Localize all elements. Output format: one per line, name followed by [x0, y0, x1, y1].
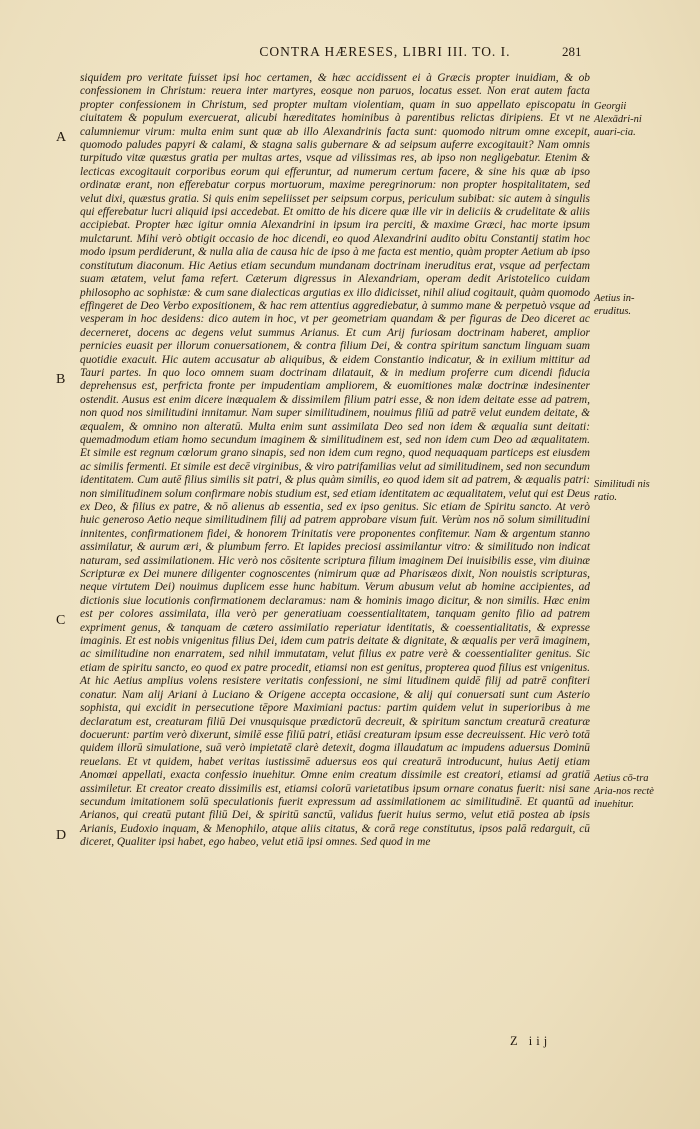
- body-paragraph: siquidem pro veritate fuisset ipsi hoc certamen, & hæc accidissent ei à Græcis propter inuidiam, & ob confessionem in Christum: reuera inter martyres, eosque non paruos, locatus esset. Non erat autem facta propter confessionem in Christum, sed propter multam violentiam, quam in suo appellato episcopatu in ciuitatem & populum exercuerat, alicubi hæreditates hominibus à parentibus relictas diripiens. Et vt ne calumniemur virum: multa enim sunt quæ ab illo Alexandrinis facta sunt: quomodo nitrum omne excepit, quomodo paludes papyri & calami, & stagna salis gubernare & ad seipsum auferre excogitauit? Nam omnis turpitudo vitæ quæstus gratia per multas artes, vsque ad vilissimas res, ab ipso non negligebatur. Etenim & lecticas excogitauit corporibus eorum qui efferuntur, ad numerum certum facere, & sine his quæ ab ipso ordinatæ erant, non efferebatur corpus mortuorum, maxime peregrinorum: non propter hospitalitatem, sed velut dixi, quæstus gratia. Si quis enim sepeliisset per seipsum corpus, periculum subibat: sic autem à singulis qui efferebatur lucri aliquid ipsi accedebat. Et omitto de his dicere quæ ille vir in deliciis & crudelitate & aliis accipiebat. Propter hæc igitur omnia Alexandrini in ipsum ira perciti, & maxime Græci, hac morte ipsum mulctarunt. Mihi verò obtigit occasio de hoc dicendi, eo quod Alexandrini audito obitu Constantij statim hoc modo ipsum perdiderunt, & nulla alia de causa hic de ipso à me facta est mentio, quàm propter Aetium ab ipso constitutum diaconum. Hic Aetius etiam secundum mundanam doctrinam ineruditus erat, vsque ad perfectam suam ætatem, velut fama refert. Cæterum digressus in Alexandriam, operam dedit Aristotelico cuidam philosopho ac sophistæ: & cum sane dialecticas argutias ex illo didicisset, nihil aliud cogitauit, quàm quomodo effingeret de Deo Verbo expositionem, & hac rem attentius aggrediebatur, à summo mane & perpetuò vsque ad vesperam in hoc desidens: dico autem in hoc, vt per geometriam quandam & per figuras de Deo diceret ac decerneret, docens ac degens velut summus Arianus. Et cum Arij furiosam doctrinam haberet, amplior pernicies euasit per illorum conuersationem, & contra filium Dei, & contra spiritum sanctum linguam suam quotidie exacuit. Hic autem accusatur ab aliquibus, & eidem Constantio indicatur, & in exilium mittitur ad Tauri partes. In quo loco omnem suam doctrinam dilatauit, & in medium proferre cum dicendi fiducia deprehensus est, perfricta fronte per impudentiam ampliorem, & euomitiones malæ doctrinæ indesinenter ostendit. Ausus est enim dicere inæqualem & dissimilem filium patri esse, & non idem deitate esse ad patrem, non quod nos similitudini innitamur. Nam super similitudinem, nouimus filiū ad patrē velut eundem deitate, & æqualem, & omnino non alteratū. Multa enim sunt assimilata Deo sed non idem & æqualia sunt deitati: quemadmodum etiam homo secundum imaginem & similitudinem est, sed non idem cum Deo ad æqualitatem. Et simile est regnum cœlorum grano sinapis, sed non idem cum regno, quod nequaquam particeps est eiusdem ac similis fermenti. Et simile est decē virginibus, & viro patrifamilias velut ad similitudinem, sed non secundum identitatem. Cum autē filius similis sit patri, & plus quàm similis, eo quod idem sit ad patrem, & æqualis patri: non similitudinem solum confirmare nobis studium est, sed etiam identitatem ac æqualitatem, velut qui est Deus ex Deo, & filius ex patre, & nō alienus ab essentia, sed ex ipso genitus. Sic etiam de Spiritu sancto. At verò huic generoso Aetio neque similitudinem filij ad patrem approbare visum fuit. Verùm nos nō solum similitudini innitentes, confirmationem fidei, & honorem Trinitatis vere proponentes confitemur. Nam & argentum stanno assimilatur, & aurum æri, & plumbum ferro. Et lapides preciosi assimilantur vitro: & similitudo non indicat naturam, sed assimilationem. Hic verò nos cōsitente scriptura filium imaginem Dei inuisibilis esse, vim diuinæ Scripturæ ex Dei munere diligenter cognoscentes (nimirum quæ ad Pharisæos dixit, Non nouistis scripturas, neque virtutem Dei) nouimus duplicem esse hunc habitum. Verum abusum velut ab homine accipientes, ad dictionis siue locutionis confirmationem declaramus: nam & hominis imago dicitur, & non similis. Hæc enim est per colores assimilata, illa verò per generatiuam coessentialitatem, tanquam genito filio ad patrem expriment genus, & tanquam de cætero assimilatio reperiatur identitatis, & coessentialitatis, & expresse imaginis. Et est nobis vnigenitus filius Dei, idem cum patris deitate & dignitate, & æqualis per verā imaginem, ac similitudine non enarratem, sed nihil immutatam, velut filius ex patre verè & coessentialiter genitus. Sic etiam de spiritu sancto, eo quod ex patre procedit, etiamsi non est genitus, propterea quod filius est vnigenitus. At hic Aetius amplius volens resistere veritatis confessioni, ne simi litudinem quidē filij ad patrē confiteri conatur. Nam alij Ariani à Luciano & Origene accepta occasione, & alij qui conuersati sunt cum Asterio sophista, qui excidit in persecutione tēpore Maximiani pactus: partim quidem velut in superioribus à me declaratum est, creaturam filiū Dei vnusquisque prædictorū decreuit, & spiritum sanctum creaturā creaturæ docuerunt: partim verò dixerunt, similē esse filiū patri, etiāsi creaturam ipsum esse decreuissent. Hic verò totā quidem illorū simulatione, suā verò impietatē clarè detexit, dogma illaudatum ac impudens aduersus Dominū reuelans. Et vt quidem, habet veritas iustissimē aduersus eos qui creaturā introducunt, huius Aetij etiam Anomœi appellati, exacta confessio inuehitur. Omne enim creatum dissimile est creatori, etiamsi ad gratiā assimiletur. Et creator creato dissimilis est, etiamsi colorū varietatibus ipsum ornare conatus fuerit: nisi sane secundum imitationem solū speculationis fuerit expressum ad assimilationem ac similitudinē. Et quantū ad Arianos, qui creatū putant filiū Dei, & spiritū sanctū, validus fuerit huius sermo, velut etiā postea ab ipsis Arianis, Eudoxio inquam, & Menophilo, atque aliis citatus, & corā rege constitutus, ipsos palā redarguit, cū diceret, Qualiter ipsi habet, ego habeo, velut etiā ipsi omnes. Sed quod in me: [80, 72, 590, 849]
- margin-note: Georgii Alexādri-ni auari-cia.: [594, 101, 642, 138]
- section-marker-c: C: [56, 613, 66, 628]
- running-head: CONTRA HÆRESES, LIBRI III. TO. I.: [259, 44, 511, 59]
- margin-note: Similitudi nis ratio.: [594, 479, 650, 503]
- margin-note: Aetius in-eruditus.: [594, 293, 635, 317]
- section-marker-b: B: [56, 372, 66, 387]
- section-marker-d: D: [56, 828, 67, 843]
- page-number: 281: [562, 44, 582, 59]
- signature-mark: Z iij: [510, 1034, 552, 1048]
- main-text-column: [80, 72, 590, 850]
- section-marker-a: A: [56, 130, 67, 145]
- margin-note: Aetius cō-tra Aria-nos rectè inuehitur.: [594, 773, 654, 810]
